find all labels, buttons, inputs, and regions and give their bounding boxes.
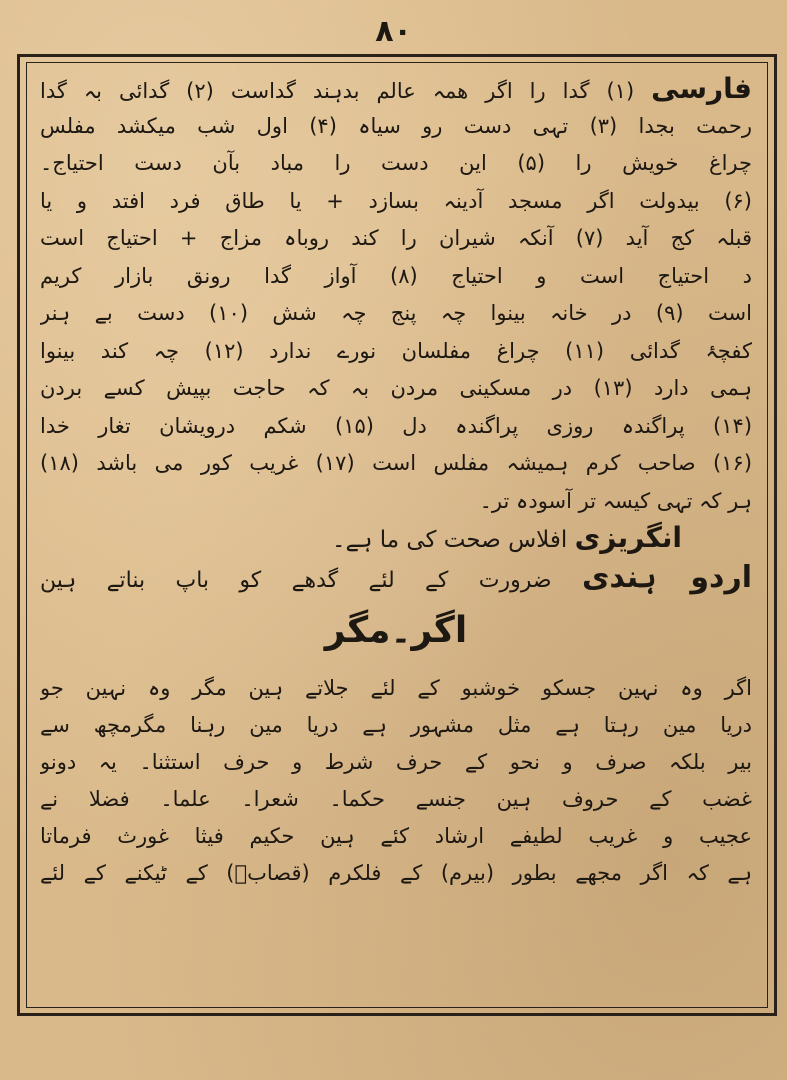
paragraph-line-3: بیر بلکہ صرف و نحو کے حرف شرط و حرف استثنا۔ یہ دونو: [40, 750, 752, 774]
urdu-hindi-label: اردو ہندی: [581, 560, 752, 595]
farsi-label: فارسی: [651, 72, 752, 105]
farsi-line-7: است (۹) در خانہ بینوا چہ پنج چہ شش (۱۰) دست بے ہنر: [40, 301, 752, 325]
page-body: [40, 70, 752, 892]
page-number: ۸۰: [375, 14, 412, 49]
farsi-line-2: رحمت بجدا (۳) تہی دست رو سیاہ (۴) اول شب میکشد مفلس: [40, 113, 752, 138]
paragraph-line-6: ہے کہ اگر مجھے بطور (بیرم) کے فلکرم (قصابؔ) کے ٹیکنے کے لئے: [40, 861, 752, 885]
farsi-line-4: (۶) بیدولت اگر مسجد آدینہ بسازد + یا طاق فرد افتد و یا: [40, 188, 752, 213]
farsi-line-8: کفچۂ گدائی (۱۱) چراغ مفلسان نورے ندارد (۱۲) چہ کند بینوا: [40, 338, 752, 363]
paragraph-line-4: غضب کے حروف ہین جنسے حکما۔ شعرا۔ علما۔ فضلا نے: [40, 787, 752, 811]
farsi-line-3: چراغ خویش را (۵) این دست را مباد بآن دست احتیاج۔: [40, 151, 752, 175]
farsi-line-10: (۱۴) پراگندہ روزی پراگندہ دل (۱۵) شکم درویشان تغار خدا: [40, 413, 752, 438]
urdu-hindi-proverb-text: ضرورت کے لئے گدھے کو باپ بناتے ہین: [40, 568, 552, 593]
urdu-hindi-proverb: [40, 556, 752, 600]
section-title: اگر۔مگر: [324, 610, 468, 651]
english-label: انگریزی: [574, 521, 682, 554]
farsi-line-1: [40, 70, 752, 108]
farsi-line-text: (۱) گدا را اگر همہ عالم بدہند گداست (۲) گدائی بہ گدا: [40, 79, 635, 103]
farsi-line-5: قبلہ کج آید (۷) آنکہ شیران را کند روباہ مزاج + احتیاج است: [40, 226, 752, 250]
paragraph-line-5: عجیب و غریب لطیفے ارشاد کئے ہین حکیم فیثا غورث فرماتا: [40, 824, 752, 848]
farsi-line-12: ہر کہ تہی کیسہ تر آسودہ تر۔: [479, 488, 752, 513]
farsi-line-6: د احتیاج است و احتیاج (۸) آواز گدا رونق بازار کریم: [40, 263, 752, 288]
english-proverb: [40, 520, 752, 556]
section-paragraph: [40, 670, 752, 892]
farsi-line-9: ہمی دارد (۱۳) در مسکینی مردن بہ کہ حاجت بپیش کسے بردن: [40, 376, 752, 400]
paragraph-line-2: دریا مین رہتا ہے مثل مشہور ہے دریا مین رہنا مگرمچھ سے: [40, 713, 752, 737]
paragraph-line-1: اگر وہ نہین جسکو خوشبو کے لئے جلاتے ہین مگر وہ نہین جو: [40, 676, 752, 700]
farsi-proverbs: [40, 70, 752, 520]
english-proverb-text: افلاس صحت کی ما ہے۔: [332, 527, 568, 553]
farsi-line-11: (۱۶) صاحب کرم ہمیشہ مفلس است (۱۷) غریب کور می باشد (۱۸): [40, 451, 752, 475]
